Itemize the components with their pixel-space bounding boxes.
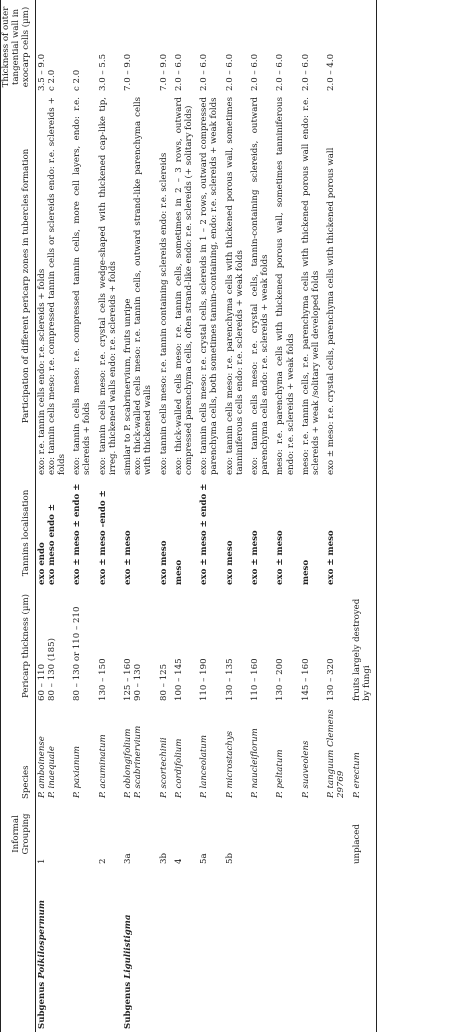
participation-cell bbox=[122, 94, 158, 478]
tannins-text: exo ± meso ± endo ± bbox=[72, 483, 83, 585]
table-row bbox=[173, 0, 198, 1032]
grouping-cell: 3a bbox=[123, 853, 134, 864]
wall-thickness-text: 2.0 – 6.0 bbox=[300, 53, 311, 91]
grouping-cell: 5a bbox=[199, 853, 210, 864]
species-cell bbox=[198, 704, 223, 801]
thickness-cell bbox=[198, 588, 223, 704]
table-body bbox=[35, 0, 376, 1032]
species-text: P. suaveolens bbox=[300, 740, 311, 798]
species-text: P. amboinense bbox=[36, 736, 47, 798]
thickness-text: 80 – 130 (185) bbox=[46, 638, 57, 701]
thickness-cell bbox=[325, 588, 350, 704]
wall-thickness-cell bbox=[300, 0, 325, 94]
subgenus-cell bbox=[122, 867, 158, 1032]
thickness-text: 60 – 110 bbox=[36, 663, 47, 701]
participation-text: exo: thick-walled cells meso: r.e. tannin cells, sometimes in 2 – 3 rows, outward compressed parenchyma cells, often strand-like endo: r.e. sclereids (+ solitary folds) bbox=[173, 97, 195, 475]
tannins-cell bbox=[173, 478, 198, 588]
wall-thickness-cell bbox=[351, 0, 377, 94]
species-cell bbox=[249, 704, 274, 801]
thickness-text: 90 – 130 bbox=[133, 663, 144, 701]
thickness-header: Pericarp thickness (µm) bbox=[1, 588, 36, 704]
species-cell bbox=[71, 704, 96, 801]
participation-cell bbox=[158, 94, 173, 478]
thickness-text: 130 – 320 bbox=[326, 658, 337, 701]
table-row bbox=[35, 0, 71, 1032]
participation-text: exo: r.e. tannin cells endo: r.e. sclereids + folds bbox=[36, 268, 47, 475]
thickness-text: 80 – 130 or 110 – 210 bbox=[72, 606, 83, 701]
species-cell bbox=[122, 704, 158, 801]
thickness-text: fruits largely destroyed by fungi bbox=[351, 598, 372, 701]
tannins-cell bbox=[35, 478, 71, 588]
grouping-cell: 1 bbox=[36, 858, 47, 864]
subgenus-header bbox=[1, 867, 36, 1032]
subgenus-cell bbox=[274, 867, 299, 1032]
wall-thickness-text: 2.0 – 6.0 bbox=[250, 53, 261, 91]
thickness-cell bbox=[351, 588, 377, 704]
wall-thickness-text: 3.5 – 9.0 bbox=[36, 53, 47, 91]
participation-text: exo: tannin cells meso: r.e. compressed tannin cells, more cell layers, endo: r.e. sclereids + folds bbox=[72, 97, 93, 475]
subgenus-cell bbox=[158, 867, 173, 1032]
tannins-cell bbox=[351, 478, 377, 588]
tannins-cell bbox=[325, 478, 350, 588]
thickness-cell bbox=[122, 588, 158, 704]
thickness-cell bbox=[224, 588, 249, 704]
wall-thickness-cell bbox=[35, 0, 71, 94]
tannins-cell bbox=[300, 478, 325, 588]
tannins-cell bbox=[274, 478, 299, 588]
species-text: P. erectum bbox=[351, 752, 362, 798]
grouping-cell bbox=[274, 801, 299, 867]
species-cell bbox=[274, 704, 299, 801]
table-row bbox=[198, 0, 223, 1032]
subgenus-cell bbox=[224, 867, 249, 1032]
participation-cell bbox=[35, 94, 71, 478]
participation-text: exo: thick-walled cells meso: r.e. tannin cells, outward strand-like parenchyma cells with thickened walls bbox=[133, 97, 154, 475]
table-row bbox=[71, 0, 96, 1032]
species-text: P. cordifolium bbox=[173, 738, 184, 798]
species-text: P. inaequale bbox=[46, 746, 57, 798]
thickness-cell bbox=[97, 588, 122, 704]
wall-thickness-text: c 2.0 bbox=[72, 69, 83, 91]
thickness-text: 130 – 135 bbox=[224, 658, 235, 701]
participation-text: meso: r.e. tannin cells, r.e. parenchyma cells with thickened porous wall endo: r.e. sclereids + weak /solitary well developed folds bbox=[300, 97, 322, 475]
subgenus-name: Poikilospermum bbox=[36, 899, 47, 979]
tannins-text: meso bbox=[300, 559, 311, 585]
species-cell bbox=[35, 704, 71, 801]
wall-thickness-cell bbox=[122, 0, 158, 94]
species-text: P. microstachys bbox=[224, 730, 235, 798]
tannins-cell bbox=[224, 478, 249, 588]
species-cell bbox=[158, 704, 173, 801]
subgenus-cell bbox=[300, 867, 325, 1032]
subgenus-prefix: Subgenus bbox=[123, 981, 134, 1029]
table-row bbox=[351, 0, 377, 1032]
table-row bbox=[122, 0, 158, 1032]
grouping-cell: 5b bbox=[224, 853, 235, 864]
tannins-text: exo ± meso bbox=[250, 530, 261, 585]
subgenus-cell bbox=[198, 867, 223, 1032]
thickness-text: 110 – 190 bbox=[199, 658, 210, 701]
thickness-text: 80 – 125 bbox=[158, 663, 169, 701]
tannins-text: exo ± meso -endo ± bbox=[97, 490, 108, 585]
participation-cell bbox=[198, 94, 223, 478]
participation-text: similar to P. scabrinervium, fruits unripe bbox=[123, 298, 134, 475]
wall-thickness-cell bbox=[97, 0, 122, 94]
species-text: P. oblongifolium bbox=[123, 728, 134, 798]
subgenus-cell bbox=[97, 867, 122, 1032]
wall-thickness-cell bbox=[249, 0, 274, 94]
participation-text: exo: tannin cells meso: r.e. crystal cells wedge-shaped with thickened cap-like tip, irreg. thickened walls endo: r.e. sclereids + folds bbox=[97, 97, 118, 475]
tannins-text: exo meso endo ± bbox=[46, 503, 57, 585]
subgenus-cell bbox=[35, 867, 71, 1032]
species-cell bbox=[97, 704, 122, 801]
wall-thickness-cell bbox=[224, 0, 249, 94]
tannins-text: exo meso bbox=[224, 540, 235, 585]
table-row bbox=[325, 0, 350, 1032]
tannins-text: exo ± meso ± endo ± bbox=[199, 483, 210, 585]
tannins-text: meso bbox=[173, 559, 184, 585]
participation-cell bbox=[173, 94, 198, 478]
subgenus-name: Liguliistigma bbox=[123, 914, 134, 979]
participation-text: exo: tannin cells meso: r.e. crystal cells, sclereids in 1 – 2 rows, outward compressed parenchyma cells, both sometimes tannin-containing, endo: r.e. sclereids + weak folds bbox=[199, 97, 220, 475]
thickness-text: 130 – 200 bbox=[275, 658, 286, 701]
participation-cell bbox=[325, 94, 350, 478]
tannins-text: exo ± meso bbox=[275, 530, 286, 585]
species-cell bbox=[224, 704, 249, 801]
subgenus-cell bbox=[325, 867, 350, 1032]
wall-thickness-text: 2.0 – 6.0 bbox=[275, 53, 286, 91]
tannins-cell bbox=[122, 478, 158, 588]
participation-text: exo ± meso: r.e. crystal cells, parenchyma cells with thickened porous wall bbox=[326, 147, 337, 475]
wall-thickness-text: 2.0 – 6.0 bbox=[224, 53, 235, 91]
tannins-text: exo meso bbox=[158, 540, 169, 585]
tannins-cell bbox=[249, 478, 274, 588]
participation-cell bbox=[71, 94, 96, 478]
participation-cell bbox=[300, 94, 325, 478]
grouping-cell: 4 bbox=[173, 858, 184, 864]
table-row bbox=[300, 0, 325, 1032]
table-row bbox=[158, 0, 173, 1032]
participation-text: meso: r.e. parenchyma cells with thickened porous wall, sometimes tanniniferous endo: r.e. sclereids + weak folds bbox=[275, 97, 296, 475]
wall-thickness-cell bbox=[158, 0, 173, 94]
wall-thickness-cell bbox=[198, 0, 223, 94]
participation-cell bbox=[224, 94, 249, 478]
tannins-text: exo ± meso bbox=[123, 530, 134, 585]
grouping-cell bbox=[249, 801, 274, 867]
tannins-cell bbox=[71, 478, 96, 588]
wall-thickness-cell bbox=[173, 0, 198, 94]
participation-cell bbox=[97, 94, 122, 478]
participation-text: exo: tannin cells meso: r.e. parenchyma cells with thickened porous wall, sometimes tanniniferous cells endo: r.e. sclereids + weak folds bbox=[224, 97, 245, 475]
species-text: P. acuminatum bbox=[97, 734, 108, 798]
grouping-cell: 3b bbox=[158, 853, 169, 864]
wall-thickness-text: 7.0 – 9.0 bbox=[158, 53, 169, 91]
grouping-cell: 2 bbox=[97, 858, 108, 864]
subgenus-label bbox=[37, 900, 47, 1029]
grouping-cell bbox=[300, 801, 325, 867]
thickness-text: 145 – 160 bbox=[300, 658, 311, 701]
subgenus-cell bbox=[173, 867, 198, 1032]
thickness-cell bbox=[158, 588, 173, 704]
participation-cell bbox=[274, 94, 299, 478]
participation-text: exo: tannin cells meso: r.e. compressed tannin cells or sclereids endo: r.e. sclereids + folds bbox=[46, 97, 68, 475]
thickness-text: 125 – 160 bbox=[123, 658, 134, 701]
species-text: P. naucleiflorum bbox=[250, 728, 261, 798]
thickness-cell bbox=[249, 588, 274, 704]
thickness-cell bbox=[35, 588, 71, 704]
species-text: P. scortechinii bbox=[158, 737, 169, 798]
participation-text: exo: tannin cells meso: r.e. tannin containing sclereids endo: r.e. sclereids bbox=[158, 152, 169, 475]
species-cell bbox=[325, 704, 350, 801]
participation-cell bbox=[249, 94, 274, 478]
subgenus-cell bbox=[351, 867, 377, 1032]
species-cell bbox=[173, 704, 198, 801]
species-text: P. scabrinervium bbox=[133, 725, 144, 798]
participation-header: Participation of different pericarp zones in tubercles formation bbox=[1, 94, 36, 478]
wall-thickness-text: 2.0 – 4.0 bbox=[326, 53, 337, 91]
thickness-text: 100 – 145 bbox=[173, 658, 184, 701]
header-row bbox=[1, 0, 36, 1032]
grouping-cell bbox=[325, 801, 350, 867]
thickness-text: 110 – 160 bbox=[250, 658, 261, 701]
tannins-text: exo ± meso bbox=[326, 530, 337, 585]
species-cell bbox=[351, 704, 377, 801]
table-row bbox=[97, 0, 122, 1032]
wall-thickness-cell bbox=[274, 0, 299, 94]
subgenus-prefix: Subgenus bbox=[36, 981, 47, 1029]
species-header: Species bbox=[1, 704, 36, 801]
grouping-cell: unplaced bbox=[351, 801, 377, 867]
tannins-header: Tannins localisation bbox=[1, 478, 36, 588]
table-row bbox=[274, 0, 299, 1032]
tannins-cell bbox=[97, 478, 122, 588]
wall-thickness-cell bbox=[71, 0, 96, 94]
thickness-text: 130 – 150 bbox=[97, 658, 108, 701]
wall-thickness-text: 2.0 – 6.0 bbox=[173, 53, 184, 91]
thickness-cell bbox=[274, 588, 299, 704]
grouping-header: Informal Grouping bbox=[1, 801, 36, 867]
thickness-cell bbox=[173, 588, 198, 704]
wall-thickness-text: 7.0 – 9.0 bbox=[123, 53, 134, 91]
participation-text: exo: tannin cells meso: r.e. crystal cells, tannin-containing sclereids, outward parenchyma cells endo: r.e. sclereids + weak folds bbox=[250, 97, 271, 475]
wall-thickness-cell bbox=[325, 0, 350, 94]
thickness-cell bbox=[71, 588, 96, 704]
subgenus-label bbox=[123, 915, 133, 1029]
table-row bbox=[249, 0, 274, 1032]
subgenus-cell bbox=[249, 867, 274, 1032]
wall-thickness-text: c 2.0 bbox=[46, 69, 57, 91]
thickness-cell bbox=[300, 588, 325, 704]
species-text: P. peltatum bbox=[275, 749, 286, 798]
wall-thickness-text: 3.0 – 5.5 bbox=[97, 53, 108, 91]
subgenus-cell bbox=[71, 867, 96, 1032]
species-cell bbox=[300, 704, 325, 801]
wall-thickness-text: 2.0 – 6.0 bbox=[199, 53, 210, 91]
participation-cell bbox=[351, 94, 377, 478]
wall-header: Thickness of outer tangential wall in exocarp cells (µm) bbox=[1, 0, 36, 94]
tannins-cell bbox=[198, 478, 223, 588]
species-text: P. lanceolatum bbox=[199, 735, 210, 798]
table-row bbox=[224, 0, 249, 1032]
grouping-cell bbox=[71, 801, 96, 867]
species-text: P. paxianum bbox=[72, 745, 83, 798]
tannins-text: exo endo bbox=[36, 542, 47, 585]
tannins-cell bbox=[158, 478, 173, 588]
species-text: P. tanguum Clemens 29769 bbox=[326, 709, 347, 798]
